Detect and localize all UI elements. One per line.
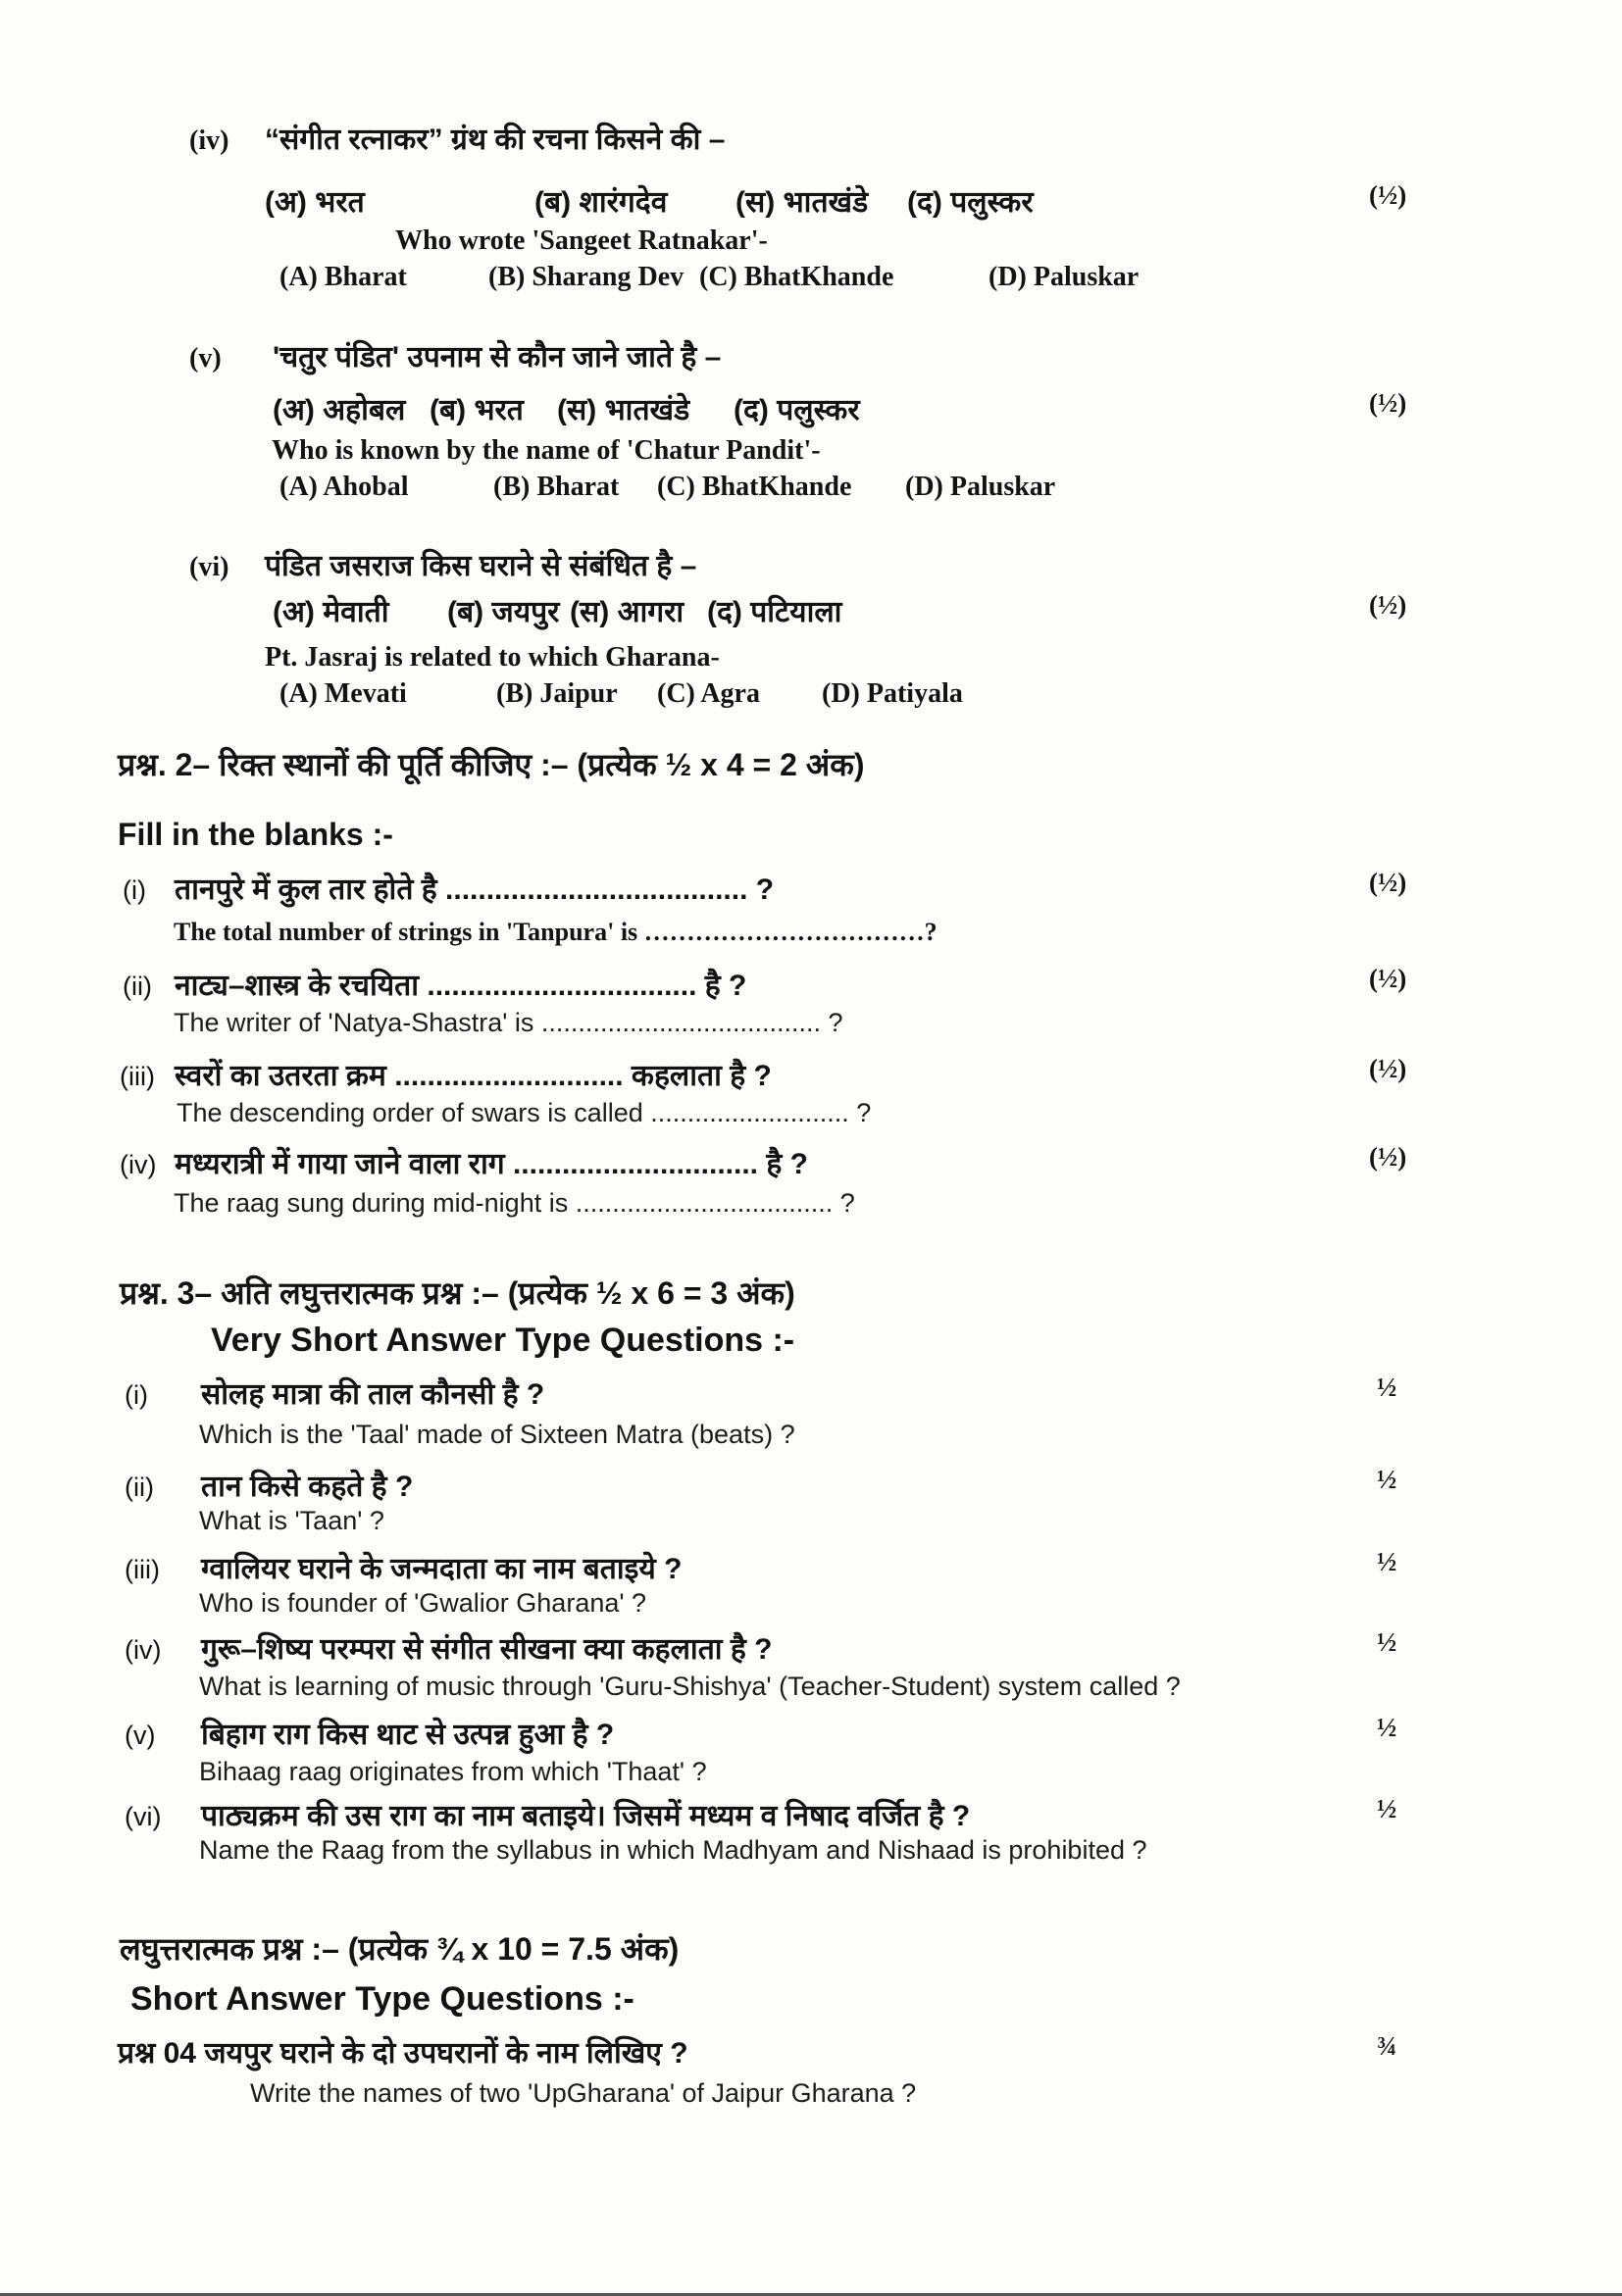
section-heading-hindi: प्रश्न. 2– रिक्त स्थानों की पूर्ति कीजिए :– (प्रत्येक ½ x 4 = 2 अंक) — [118, 747, 865, 782]
vshort-i-hindi — [0, 1373, 1622, 1413]
marks-badge: ¾ — [1377, 2031, 1397, 2061]
section2-heading-hindi — [0, 743, 1622, 785]
marks-badge: ½ — [1377, 1627, 1397, 1657]
marks-badge: (½) — [1369, 1054, 1407, 1083]
marks-badge: (½) — [1369, 388, 1407, 418]
option-a-hindi: (अ) अहोबल — [273, 394, 406, 426]
question-text-hindi: बिहाग राग किस थाट से उत्पन्न हुआ है ? — [201, 1719, 615, 1751]
question-text-hindi: 'चतुर पंडित' उपनाम से कौन जाने जाते है – — [273, 341, 722, 374]
option-c-hindi: (स) आगरा — [570, 596, 684, 628]
vshort-iii-hindi — [0, 1547, 1622, 1587]
question-number: (iv) — [125, 1635, 162, 1665]
marks-badge: ½ — [1377, 1547, 1397, 1576]
section-heading-hindi: प्रश्न. 3– अति लघुत्तरात्मक प्रश्न :– (प्रत्येक ½ x 6 = 3 अंक) — [120, 1275, 795, 1311]
vshort-ii-english — [0, 1506, 1622, 1536]
question-text-english: The writer of 'Natya-Shastra' is ...................................... ? — [174, 1008, 843, 1037]
option-a-english: (A) Mevati — [279, 678, 407, 709]
question-text-english: The total number of strings in 'Tanpura' is ……………………………? — [174, 918, 938, 946]
mcq-options-hindi-iv — [0, 180, 1622, 221]
question-text-hindi: सोलह मात्रा की ताल कौनसी है ? — [201, 1378, 545, 1411]
fill-blank-ii-english — [0, 1008, 1622, 1038]
option-c-english: (C) BhatKhande — [657, 472, 852, 502]
marks-badge: ½ — [1377, 1713, 1397, 1742]
question-04-english — [0, 2078, 1622, 2109]
question-number: (i) — [123, 875, 146, 905]
question-text-hindi: पंडित जसराज किस घराने से संबंधित है – — [265, 550, 697, 582]
question-text-hindi: “संगीत रत्नाकर” ग्रंथ की रचना किसने की – — [265, 124, 726, 156]
marks-badge: (½) — [1369, 180, 1407, 210]
vshort-iv-hindi — [0, 1627, 1622, 1668]
question-number: (ii) — [123, 972, 152, 1001]
question-text-english: Who is founder of 'Gwalior Gharana' ? — [199, 1588, 647, 1618]
fill-blank-iii-english — [0, 1098, 1622, 1128]
option-d-english: (D) Paluskar — [988, 262, 1140, 292]
question-number: (v) — [189, 343, 222, 374]
question-number: (vi) — [125, 1802, 162, 1831]
fill-blank-iv-hindi — [0, 1142, 1622, 1182]
question-number: (iii) — [120, 1062, 155, 1091]
question-text-english: What is learning of music through 'Guru-Shishya' (Teacher-Student) system called ? — [199, 1672, 1181, 1701]
option-c-hindi: (स) भातखंडे — [557, 394, 690, 426]
option-c-hindi: (स) भातखंडे — [735, 186, 869, 219]
question-text-hindi: गुरू–शिष्य परम्परा से संगीत सीखना क्या कहलाता है ? — [201, 1633, 773, 1666]
question-number: (i) — [125, 1380, 148, 1410]
question-text-hindi: पाठ्यक्रम की उस राग का नाम बताइये। जिसमें मध्यम व निषाद वर्जित है ? — [201, 1800, 971, 1832]
mcq-options-english-iv — [0, 262, 1622, 293]
fill-blank-ii-hindi — [0, 964, 1622, 1004]
fill-blank-i-hindi — [0, 868, 1622, 908]
question-04-hindi — [0, 2031, 1622, 2071]
question-text-hindi: ग्वालियर घराने के जन्मदाता का नाम बताइये ? — [201, 1553, 683, 1585]
option-b-english: (B) Sharang Dev — [488, 262, 684, 292]
section4-heading-english — [0, 1980, 1622, 2019]
option-a-hindi: (अ) भरत — [265, 186, 365, 219]
option-d-hindi: (द) पलुस्कर — [734, 394, 860, 426]
question-text-hindi: मध्यरात्री में गाया जाने वाला राग .............................. है ? — [175, 1148, 808, 1180]
question-text-english: Who is known by the name of 'Chatur Pandit'- — [272, 435, 821, 466]
section2-heading-english — [0, 817, 1622, 853]
marks-badge: ½ — [1377, 1465, 1397, 1494]
option-b-hindi: (ब) जयपुर — [447, 596, 560, 628]
mcq-options-hindi-vi — [0, 590, 1622, 630]
mcq-question-english-v — [0, 435, 1622, 467]
question-text-english: Which is the 'Taal' made of Sixteen Matra (beats) ? — [199, 1420, 795, 1449]
question-text-hindi: तानपुरे में कुल तार होते है ..................................... ? — [175, 873, 775, 906]
option-d-english: (D) Patiyala — [822, 678, 963, 709]
option-d-hindi: (द) पटियाला — [707, 596, 842, 628]
question-text-english: Bihaag raag originates from which 'Thaat' ? — [199, 1757, 707, 1786]
vshort-ii-hindi — [0, 1465, 1622, 1505]
vshort-v-english — [0, 1757, 1622, 1787]
marks-badge: (½) — [1369, 1142, 1407, 1172]
marks-badge: ½ — [1377, 1373, 1397, 1402]
question-number: (iv) — [189, 125, 229, 156]
mcq-question-iv — [0, 118, 1622, 158]
mcq-options-english-v — [0, 472, 1622, 503]
question-text-hindi: नाट्य–शास्त्र के रचयिता ................................. है ? — [175, 970, 747, 1002]
option-b-english: (B) Jaipur — [496, 678, 618, 709]
question-text-english: Who wrote 'Sangeet Ratnakar'- — [395, 225, 768, 256]
option-a-english: (A) Ahobal — [279, 472, 409, 502]
marks-badge: (½) — [1369, 868, 1407, 897]
question-number: (iv) — [120, 1150, 157, 1179]
question-number: (vi) — [189, 552, 229, 582]
vshort-iv-english — [0, 1672, 1622, 1702]
option-b-hindi: (ब) शारंगदेव — [534, 186, 668, 219]
mcq-question-english-iv — [0, 225, 1622, 257]
question-text-hindi: तान किसे कहते है ? — [201, 1471, 414, 1503]
option-b-english: (B) Bharat — [493, 472, 620, 502]
option-d-english: (D) Paluskar — [905, 472, 1056, 502]
option-a-hindi: (अ) मेवाती — [273, 596, 389, 628]
question-text-english: Write the names of two 'UpGharana' of Jaipur Gharana ? — [250, 2078, 917, 2108]
question-number: (ii) — [125, 1472, 154, 1502]
marks-badge: (½) — [1369, 590, 1407, 620]
fill-blank-iii-hindi — [0, 1054, 1622, 1094]
mcq-options-hindi-v — [0, 388, 1622, 428]
section-heading-english: Short Answer Type Questions :- — [130, 1980, 634, 2018]
option-d-hindi: (द) पलुस्कर — [907, 186, 1034, 219]
vshort-vi-english — [0, 1835, 1622, 1866]
section-heading-hindi: लघुत्तरात्मक प्रश्न :– (प्रत्येक ¾ x 10 = 7.5 अंक) — [120, 1931, 680, 1967]
question-text-english: Pt. Jasraj is related to which Gharana- — [265, 642, 720, 673]
section4-heading-hindi — [0, 1927, 1622, 1970]
section-heading-english: Very Short Answer Type Questions :- — [211, 1322, 795, 1359]
question-number: (iii) — [125, 1555, 160, 1584]
question-text-english: The raag sung during mid-night is ................................... ? — [174, 1188, 855, 1218]
marks-badge: ½ — [1377, 1794, 1397, 1823]
option-c-english: (C) Agra — [657, 678, 760, 709]
mcq-options-english-vi — [0, 678, 1622, 710]
fill-blank-i-english — [0, 918, 1622, 947]
question-text-hindi: स्वरों का उतरता क्रम ............................ कहलाता है ? — [175, 1060, 772, 1092]
question-text-english: What is 'Taan' ? — [199, 1506, 384, 1535]
question-text-english: The descending order of swars is called ........................... ? — [177, 1098, 872, 1127]
vshort-vi-hindi — [0, 1794, 1622, 1834]
mcq-question-vi — [0, 544, 1622, 584]
section-heading-english: Fill in the blanks :- — [118, 817, 393, 852]
vshort-i-english — [0, 1420, 1622, 1450]
option-a-english: (A) Bharat — [279, 262, 407, 292]
vshort-iii-english — [0, 1588, 1622, 1619]
marks-badge: (½) — [1369, 964, 1407, 993]
option-b-hindi: (ब) भरत — [430, 394, 524, 426]
option-c-english: (C) BhatKhande — [699, 262, 894, 292]
mcq-question-v — [0, 335, 1622, 375]
mcq-question-english-vi — [0, 642, 1622, 674]
question-text-hindi: प्रश्न 04 जयपुर घराने के दो उपघरानों के नाम लिखिए ? — [118, 2037, 688, 2070]
section3-heading-english — [0, 1322, 1622, 1360]
question-text-english: Name the Raag from the syllabus in which Madhyam and Nishaad is prohibited ? — [199, 1835, 1147, 1865]
fill-blank-iv-english — [0, 1188, 1622, 1219]
question-number: (v) — [125, 1721, 156, 1750]
section3-heading-hindi — [0, 1272, 1622, 1314]
vshort-v-hindi — [0, 1713, 1622, 1753]
